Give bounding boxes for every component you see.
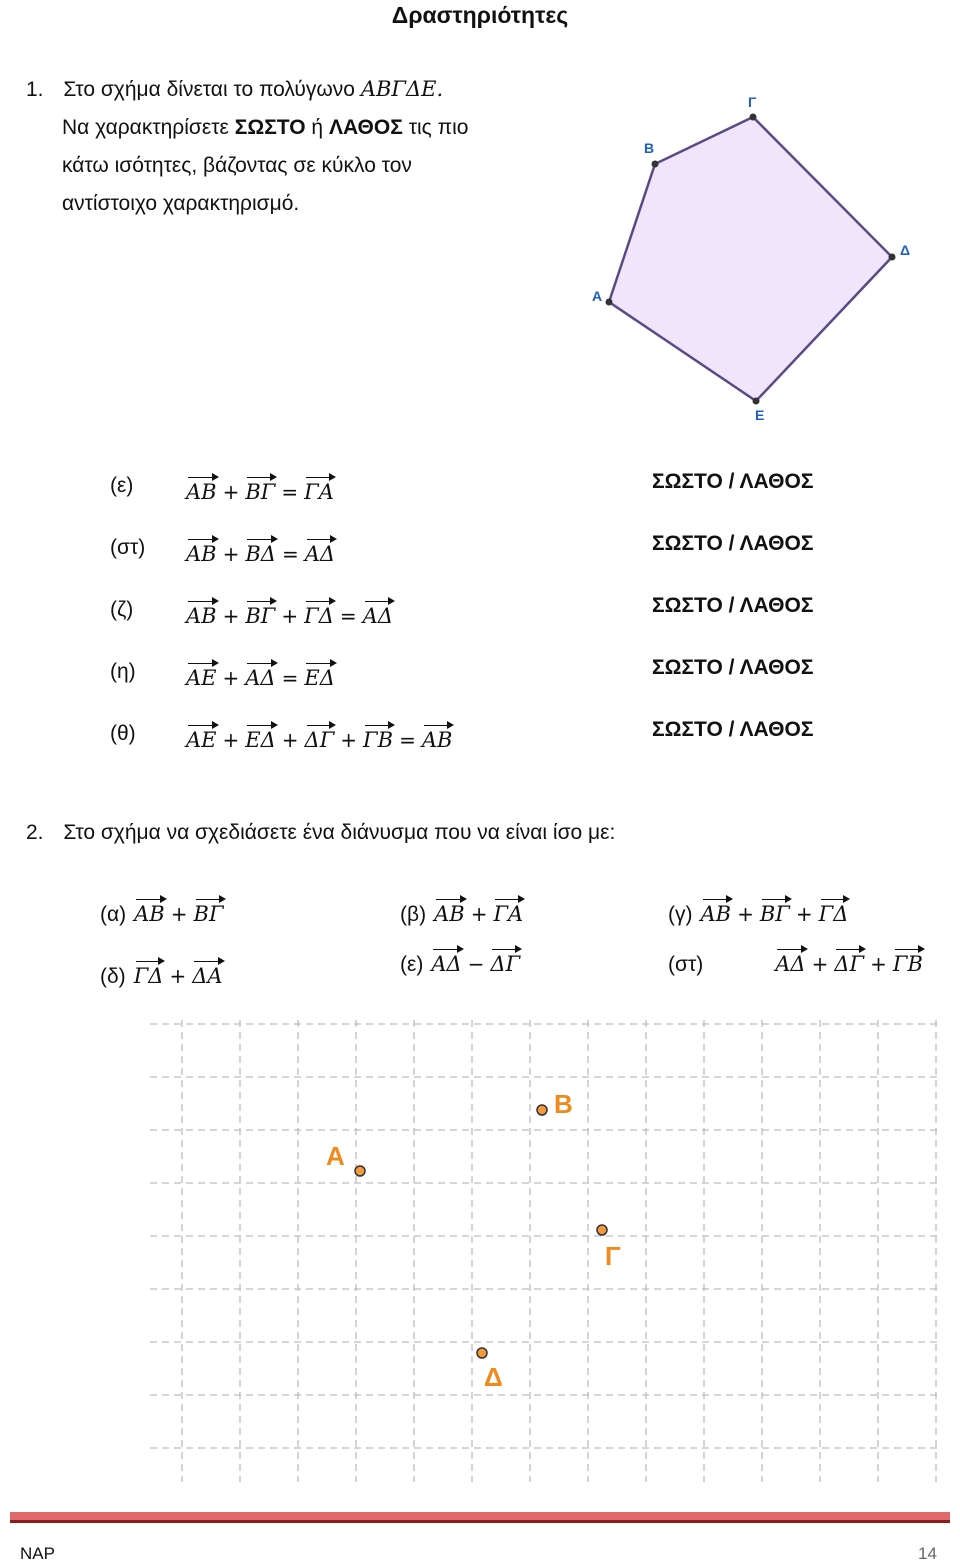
task1-or-word: ή: [311, 116, 324, 139]
task1-line1: [26, 70, 586, 109]
grid-point-b[interactable]: [537, 1105, 547, 1115]
exercise-item: [400, 946, 520, 977]
minus-sign: −: [467, 952, 485, 976]
answer-choice[interactable]: [652, 656, 813, 680]
vector-term: ΓΔ: [134, 958, 164, 988]
equality-expression: [186, 474, 334, 504]
vector-term: ΔΓ: [834, 946, 864, 976]
answer-choice-text: ΣΩΣΤΟ / ΛΑΘΟΣ: [652, 594, 814, 617]
exercise-label: (α): [100, 903, 127, 926]
vector-result: ΑΔ: [305, 536, 335, 566]
plus-sign: +: [222, 728, 240, 752]
vector-term: ΑΒ: [186, 474, 217, 504]
equality-label: (ε): [110, 474, 134, 497]
task1-correct-word: ΣΩΣΤΟ: [234, 116, 306, 139]
exercise-item: [668, 946, 923, 977]
answer-choice[interactable]: [652, 594, 813, 618]
task1-line2-pre: Να χαρακτηρίσετε: [62, 116, 229, 139]
task2-text: [26, 814, 926, 852]
vector-result: ΑΒ: [422, 722, 453, 752]
equals-sign: =: [339, 604, 357, 628]
exercise-item: [668, 896, 848, 927]
vector-term: ΑΔ: [431, 946, 461, 976]
vector-term: ΑΕ: [186, 722, 217, 752]
vector-term: ΔΓ: [305, 722, 335, 752]
grid-point-label-a: Α: [326, 1141, 345, 1171]
equality-row: [0, 470, 960, 514]
task1-line2-post: τις πιο: [408, 116, 469, 139]
vector-term: ΑΒ: [701, 896, 732, 926]
equality-row: [0, 532, 960, 576]
exercise-label: (β): [400, 903, 427, 926]
plus-sign: +: [281, 604, 299, 628]
plus-sign: +: [222, 666, 240, 690]
answer-choice-text: ΣΩΣΤΟ / ΛΑΘΟΣ: [652, 532, 814, 555]
footer-left-text: ΝΑΡ: [20, 1544, 55, 1563]
vector-term: ΒΓ: [245, 474, 275, 504]
answer-choice-text: ΣΩΣΤΟ / ΛΑΘΟΣ: [652, 718, 814, 741]
equals-sign: =: [399, 728, 416, 752]
plus-sign: +: [340, 728, 358, 752]
equality-expression: [186, 536, 335, 566]
polygon-shape: [609, 117, 892, 401]
vector-term: ΑΔ: [775, 946, 805, 976]
exercise-label: (στ): [668, 953, 704, 976]
grid-point-d[interactable]: [477, 1348, 487, 1358]
vector-term: ΒΓ: [760, 896, 790, 926]
plus-sign: +: [281, 728, 299, 752]
equals-sign: =: [281, 542, 299, 566]
exercise-label: (ε): [400, 953, 424, 976]
plus-sign: +: [470, 902, 488, 926]
vertex-label-e: Ε: [755, 407, 765, 423]
task1-line1-text: Στο σχήμα δίνεται το πολύγωνο: [63, 78, 355, 101]
vector-term: ΑΕ: [186, 660, 217, 690]
answer-choice[interactable]: [652, 532, 813, 556]
grid-point-a[interactable]: [355, 1166, 365, 1176]
exercise-label: (γ): [668, 903, 693, 926]
vector-result: ΑΔ: [363, 598, 393, 628]
task1-text: [26, 70, 586, 223]
plus-sign: +: [169, 964, 187, 988]
vector-term: ΒΓ: [194, 896, 224, 926]
vertex-label-a: Α: [592, 288, 603, 304]
equality-label: (στ): [110, 536, 146, 559]
footer-bar-shadow: [10, 1520, 950, 1523]
equals-sign: =: [281, 666, 299, 690]
vector-term: ΔΓ: [490, 946, 520, 976]
task1-line2: [62, 109, 586, 147]
plus-sign: +: [737, 902, 754, 926]
task1-wrong-word: ΛΑΘΟΣ: [328, 116, 403, 139]
equality-label: (η): [110, 660, 136, 683]
vector-term: ΓΒ: [363, 722, 393, 752]
plus-sign: +: [222, 542, 240, 566]
task1-number: 1.: [26, 78, 44, 101]
vector-term: ΑΒ: [186, 536, 217, 566]
vertex-point-e: [753, 398, 760, 405]
vector-term: ΓΔ: [819, 896, 849, 926]
answer-choice-text: ΣΩΣΤΟ / ΛΑΘΟΣ: [652, 470, 814, 493]
exercise-item: [100, 896, 224, 927]
vector-term: ΑΒ: [434, 896, 465, 926]
equality-label: (θ): [110, 722, 136, 745]
polygon-figure: [580, 90, 930, 430]
vertex-label-d: Δ: [900, 242, 911, 258]
plus-sign: +: [222, 604, 240, 628]
task1-line4: αντίστοιχο χαρακτηρισμό.: [62, 192, 300, 215]
equality-label: (ζ): [110, 598, 134, 621]
vector-term: ΓΑ: [493, 896, 523, 926]
exercise-item: [400, 896, 523, 927]
vector-term: ΓΔ: [304, 598, 334, 628]
vector-term: ΓΒ: [893, 946, 923, 976]
answer-choice[interactable]: [652, 470, 813, 494]
task1-polygon-name: ΑΒΓΔΕ.: [360, 77, 444, 101]
vertex-point-b: [652, 161, 659, 168]
grid-point-label-c: Γ: [605, 1241, 621, 1271]
grid-point-c[interactable]: [597, 1225, 607, 1235]
answer-choice[interactable]: [652, 718, 813, 742]
vector-result: ΓΑ: [304, 474, 334, 504]
vector-term: ΑΒ: [134, 896, 165, 926]
vector-term: ΕΔ: [245, 722, 276, 752]
plus-sign: +: [222, 480, 240, 504]
vector-term: ΑΒ: [186, 598, 217, 628]
vertex-label-b: Β: [644, 140, 655, 156]
grid-point-label-b: Β: [554, 1089, 573, 1119]
page-title: Δραστηριότητες: [391, 2, 569, 28]
plus-sign: +: [870, 952, 887, 976]
equality-expression: [186, 722, 452, 752]
task2-number: 2.: [26, 821, 44, 844]
vector-term: ΔΑ: [192, 958, 222, 988]
task1-line3: κάτω ισότητες, βάζοντας σε κύκλο τον: [62, 154, 412, 177]
grid-point-label-d: Δ: [484, 1362, 503, 1392]
grid-figure: [150, 1020, 940, 1490]
equality-expression: [186, 660, 335, 690]
plus-sign: +: [795, 902, 813, 926]
equality-expression: [186, 598, 393, 628]
vector-term: ΑΔ: [245, 660, 275, 690]
equality-row: [0, 656, 960, 700]
exercise-item: [100, 958, 223, 989]
vector-term: ΒΓ: [245, 598, 275, 628]
plus-sign: +: [811, 952, 829, 976]
vector-result: ΕΔ: [304, 660, 335, 690]
footer-page-number: 14: [918, 1544, 937, 1563]
answer-choice-text: ΣΩΣΤΟ / ΛΑΘΟΣ: [652, 656, 814, 679]
vertex-point-a: [606, 299, 613, 306]
exercise-label: (δ): [100, 965, 126, 988]
equality-row: [0, 594, 960, 638]
vertex-point-c: [750, 114, 757, 121]
task2-statement: Στο σχήμα να σχεδιάσετε ένα διάνυσμα που να είναι ίσο με:: [63, 821, 616, 844]
equality-row: [0, 718, 960, 762]
vertex-point-d: [889, 254, 896, 261]
vertex-label-c: Γ: [748, 94, 757, 110]
equals-sign: =: [281, 480, 299, 504]
vector-term: ΒΔ: [245, 536, 276, 566]
plus-sign: +: [170, 902, 188, 926]
